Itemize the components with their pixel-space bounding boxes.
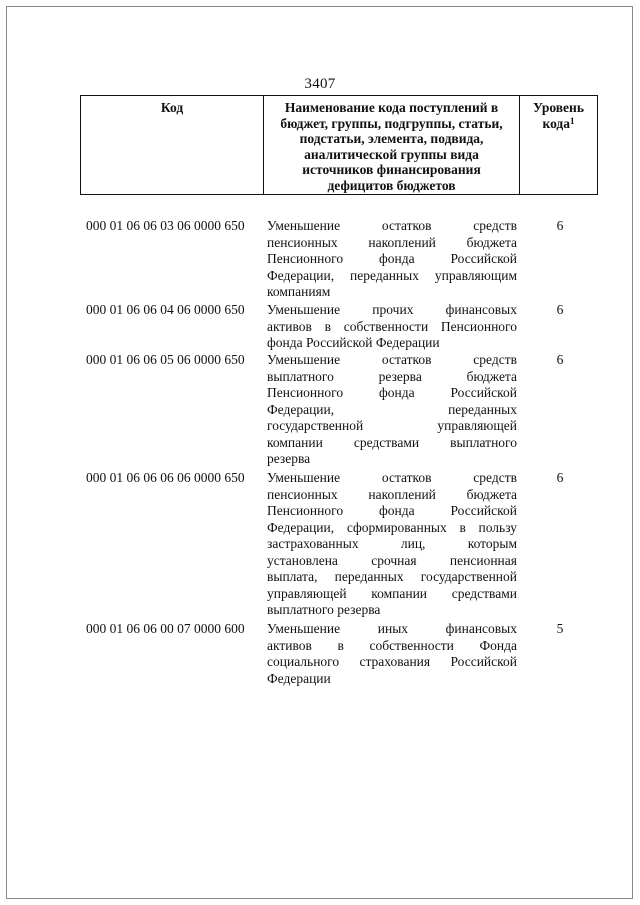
description-line: Уменьшение остатков средств: [267, 470, 517, 485]
description-line: Уменьшение остатков средств: [267, 218, 517, 233]
page-number: 3407: [304, 76, 336, 92]
row-code: 000 01 06 06 05 06 0000 650: [86, 352, 245, 367]
header-level-label: Уровень кода: [533, 100, 584, 131]
description-line: активов в собственности Пенсионного: [267, 318, 517, 334]
description-line: Федерации, сформированных в пользу: [267, 519, 517, 535]
row-level: 6: [556, 218, 564, 233]
description-line: Уменьшение остатков средств: [267, 352, 517, 367]
description-line: Пенсионного фонда Российской: [267, 385, 517, 400]
description-line: выплата, переданных государственной: [267, 569, 517, 584]
description-line: застрахованных лиц, которым: [267, 536, 517, 551]
row-level: 6: [556, 302, 564, 317]
description-line: активов в собственности Фонда: [267, 637, 517, 653]
description-line: Уменьшение иных финансовых: [267, 621, 517, 636]
description-line: резерва: [267, 451, 311, 466]
description-line: Пенсионного фонда Российской: [267, 503, 517, 518]
description-line: государственной управляющей: [267, 418, 517, 433]
description-line: установлена срочная пенсионная: [267, 552, 517, 568]
row-level: 6: [556, 470, 564, 485]
description-line: выплатного резерва бюджета: [267, 368, 517, 384]
description-line: Федерации, переданных: [267, 401, 517, 417]
description-line: компаниям: [267, 284, 331, 299]
description-line: Уменьшение прочих финансовых: [267, 302, 517, 317]
row-description: [267, 218, 517, 301]
description-line: фонда Российской Федерации: [267, 335, 440, 350]
row-description: [267, 352, 517, 468]
header-level-footnote: 1: [570, 115, 575, 126]
header-level: [520, 96, 597, 194]
description-line: пенсионных накоплений бюджета: [267, 486, 517, 502]
description-line: управляющей компании средствами: [267, 585, 517, 601]
row-description: [267, 470, 517, 619]
description-line: социального страхования Российской: [267, 654, 517, 669]
row-code: 000 01 06 06 00 07 0000 600: [86, 621, 245, 636]
description-line: компании средствами выплатного: [267, 434, 517, 450]
table-header: [80, 95, 598, 195]
description-line: Пенсионного фонда Российской: [267, 251, 517, 266]
row-description: [267, 621, 517, 687]
header-code: Код: [81, 96, 264, 194]
description-line: Федерации, переданных управляющим: [267, 267, 517, 283]
row-code: 000 01 06 06 06 06 0000 650: [86, 470, 245, 485]
description-line: выплатного резерва: [267, 602, 381, 617]
header-name: Наименование кода поступлений в бюджет, группы, подгруппы, статьи, подстатьи, элемента, подвида, аналитической группы вида источников финансирования дефицитов бюджетов: [264, 96, 520, 194]
row-code: 000 01 06 06 03 06 0000 650: [86, 218, 245, 233]
row-level: 6: [556, 352, 564, 367]
description-line: пенсионных накоплений бюджета: [267, 234, 517, 250]
row-description: [267, 302, 517, 352]
row-level: 5: [556, 621, 564, 636]
description-line: Федерации: [267, 670, 331, 686]
row-code: 000 01 06 06 04 06 0000 650: [86, 302, 245, 317]
